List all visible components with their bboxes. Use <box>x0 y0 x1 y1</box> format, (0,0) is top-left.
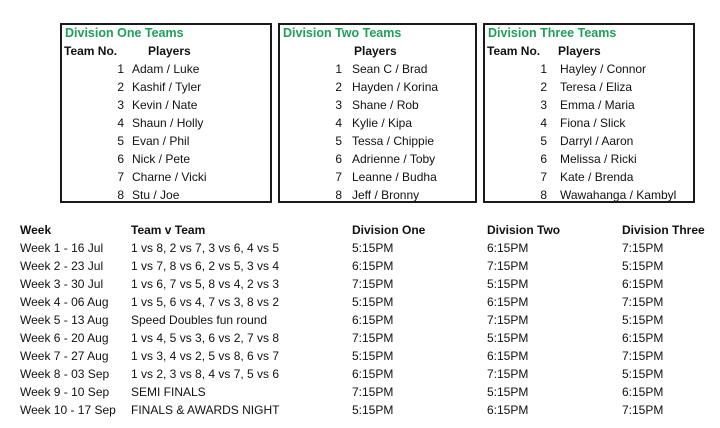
matchups-cell: 1 vs 5, 6 vs 4, 7 vs 3, 8 vs 2 <box>131 295 280 309</box>
schedule-row <box>0 277 720 295</box>
team-players: Kylie / Kipa <box>352 116 413 130</box>
team-number: 8 <box>117 188 124 202</box>
team-players: Wawahanga / Kambyl <box>560 188 677 202</box>
team-row <box>62 134 270 152</box>
team-number: 4 <box>540 116 547 130</box>
week-cell: Week 6 - 20 Aug <box>20 331 109 345</box>
team-row <box>280 134 475 152</box>
players-header: Players <box>148 44 191 58</box>
team-players: Adam / Luke <box>132 62 200 76</box>
schedule-row <box>0 331 720 349</box>
team-row <box>62 188 270 206</box>
schedule-header-row <box>0 223 720 241</box>
team-row <box>485 116 693 134</box>
team-number: 5 <box>335 134 342 148</box>
team-number: 4 <box>335 116 342 130</box>
schedule-row <box>0 385 720 403</box>
division-one-time: 5:15PM <box>352 403 394 417</box>
team-players: Shaun / Holly <box>132 116 204 130</box>
team-row <box>280 170 475 188</box>
week-cell: Week 1 - 16 Jul <box>20 241 104 255</box>
division-title: Division Three Teams <box>488 26 617 40</box>
team-row <box>280 116 475 134</box>
team-number: 8 <box>540 188 547 202</box>
division-one-time: 6:15PM <box>352 259 394 273</box>
team-row <box>485 62 693 80</box>
division-one-time: 6:15PM <box>352 367 394 381</box>
team-row <box>62 170 270 188</box>
matchups-cell: 1 vs 8, 2 vs 7, 3 vs 6, 4 vs 5 <box>131 241 280 255</box>
week-cell: Week 4 - 06 Aug <box>20 295 109 309</box>
division-three-time: 6:15PM <box>622 277 664 291</box>
division-three-time: 7:15PM <box>622 295 664 309</box>
team-row <box>62 80 270 98</box>
division-one-time: 7:15PM <box>352 277 394 291</box>
team-players: Charne / Vicki <box>132 170 207 184</box>
week-cell: Week 3 - 30 Jul <box>20 277 104 291</box>
team-row <box>485 152 693 170</box>
division-three-time: 5:15PM <box>622 313 664 327</box>
team-players: Hayley / Connor <box>560 62 647 76</box>
schedule-row <box>0 349 720 367</box>
division-three-time: 7:15PM <box>622 349 664 363</box>
division-three-box <box>483 23 695 203</box>
division-two-header: Division Two <box>487 223 561 237</box>
team-players: Darryl / Aaron <box>560 134 634 148</box>
matchups-cell: SEMI FINALS <box>131 385 206 399</box>
division-three-time: 5:15PM <box>622 259 664 273</box>
team-v-team-header: Team v Team <box>131 223 206 237</box>
team-row <box>485 134 693 152</box>
team-number: 1 <box>540 62 547 76</box>
division-three-time: 7:15PM <box>622 241 664 255</box>
team-players: Kashif / Tyler <box>132 80 202 94</box>
team-number: 7 <box>540 170 547 184</box>
team-number: 8 <box>335 188 342 202</box>
team-row <box>280 188 475 206</box>
division-two-time: 6:15PM <box>487 403 529 417</box>
division-title: Division Two Teams <box>283 26 402 40</box>
division-one-time: 5:15PM <box>352 241 394 255</box>
team-players: Kevin / Nate <box>132 98 198 112</box>
team-players: Leanne / Budha <box>352 170 437 184</box>
week-cell: Week 10 - 17 Sep <box>20 403 116 417</box>
team-row <box>280 98 475 116</box>
team-players: Hayden / Korina <box>352 80 439 94</box>
schedule-row <box>0 259 720 277</box>
division-three-time: 5:15PM <box>622 367 664 381</box>
division-one-box <box>60 23 272 203</box>
team-players: Tessa / Chippie <box>352 134 435 148</box>
matchups-cell: 1 vs 6, 7 vs 5, 8 vs 4, 2 vs 3 <box>131 277 280 291</box>
team-players: Fiona / Slick <box>560 116 626 130</box>
team-number: 3 <box>540 98 547 112</box>
team-players: Jeff / Bronny <box>352 188 420 202</box>
team-row <box>280 152 475 170</box>
division-two-time: 5:15PM <box>487 385 529 399</box>
division-three-time: 6:15PM <box>622 331 664 345</box>
division-one-header: Division One <box>352 223 426 237</box>
team-row <box>62 116 270 134</box>
team-players: Adrienne / Toby <box>352 152 436 166</box>
players-header: Players <box>558 44 601 58</box>
team-row <box>485 170 693 188</box>
team-row <box>62 98 270 116</box>
team-players: Melissa / Ricki <box>560 152 637 166</box>
team-row <box>485 80 693 98</box>
division-one-time: 5:15PM <box>352 295 394 309</box>
team-number: 3 <box>117 98 124 112</box>
team-players: Sean C / Brad <box>352 62 428 76</box>
division-two-time: 6:15PM <box>487 241 529 255</box>
team-number: 4 <box>117 116 124 130</box>
schedule-row <box>0 403 720 421</box>
schedule-row <box>0 313 720 331</box>
team-number: 6 <box>335 152 342 166</box>
week-cell: Week 2 - 23 Jul <box>20 259 104 273</box>
division-title: Division One Teams <box>65 26 184 40</box>
week-cell: Week 9 - 10 Sep <box>20 385 110 399</box>
team-players: Kate / Brenda <box>560 170 634 184</box>
team-number: 7 <box>335 170 342 184</box>
division-one-time: 6:15PM <box>352 313 394 327</box>
division-two-time: 5:15PM <box>487 277 529 291</box>
team-players: Stu / Joe <box>132 188 180 202</box>
division-two-time: 6:15PM <box>487 349 529 363</box>
division-two-time: 7:15PM <box>487 259 529 273</box>
schedule-row <box>0 241 720 259</box>
team-players: Teresa / Eliza <box>560 80 633 94</box>
team-number: 6 <box>540 152 547 166</box>
team-no-header: Team No. <box>487 44 541 58</box>
team-number: 1 <box>335 62 342 76</box>
week-cell: Week 7 - 27 Aug <box>20 349 109 363</box>
team-number: 5 <box>117 134 124 148</box>
matchups-cell: 1 vs 3, 4 vs 2, 5 vs 8, 6 vs 7 <box>131 349 280 363</box>
week-cell: Week 8 - 03 Sep <box>20 367 110 381</box>
team-players: Nick / Pete <box>132 152 191 166</box>
team-row <box>280 62 475 80</box>
schedule-row <box>0 295 720 313</box>
matchups-cell: 1 vs 2, 3 vs 8, 4 vs 7, 5 vs 6 <box>131 367 280 381</box>
division-two-time: 7:15PM <box>487 313 529 327</box>
division-three-time: 7:15PM <box>622 403 664 417</box>
team-row <box>280 80 475 98</box>
matchups-cell: 1 vs 7, 8 vs 6, 2 vs 5, 3 vs 4 <box>131 259 280 273</box>
team-row <box>62 62 270 80</box>
team-no-header: Team No. <box>64 44 118 58</box>
division-two-time: 6:15PM <box>487 295 529 309</box>
team-number: 2 <box>540 80 547 94</box>
division-one-time: 7:15PM <box>352 331 394 345</box>
team-row <box>485 188 693 206</box>
players-header: Players <box>354 44 397 58</box>
team-row <box>62 152 270 170</box>
team-number: 6 <box>117 152 124 166</box>
matchups-cell: FINALS & AWARDS NIGHT <box>131 403 280 417</box>
team-row <box>485 98 693 116</box>
schedule-row <box>0 367 720 385</box>
division-two-time: 7:15PM <box>487 367 529 381</box>
team-number: 1 <box>117 62 124 76</box>
team-players: Shane / Rob <box>352 98 419 112</box>
team-players: Emma / Maria <box>560 98 635 112</box>
team-number: 7 <box>117 170 124 184</box>
team-number: 5 <box>540 134 547 148</box>
division-one-time: 7:15PM <box>352 385 394 399</box>
matchups-cell: 1 vs 4, 5 vs 3, 6 vs 2, 7 vs 8 <box>131 331 280 345</box>
division-one-time: 5:15PM <box>352 349 394 363</box>
division-three-header: Division Three <box>622 223 705 237</box>
division-two-time: 5:15PM <box>487 331 529 345</box>
team-number: 2 <box>335 80 342 94</box>
week-header: Week <box>20 223 52 237</box>
matchups-cell: Speed Doubles fun round <box>131 313 268 327</box>
team-number: 3 <box>335 98 342 112</box>
division-two-box <box>278 23 477 203</box>
week-cell: Week 5 - 13 Aug <box>20 313 109 327</box>
division-three-time: 6:15PM <box>622 385 664 399</box>
team-number: 2 <box>117 80 124 94</box>
team-players: Evan / Phil <box>132 134 190 148</box>
